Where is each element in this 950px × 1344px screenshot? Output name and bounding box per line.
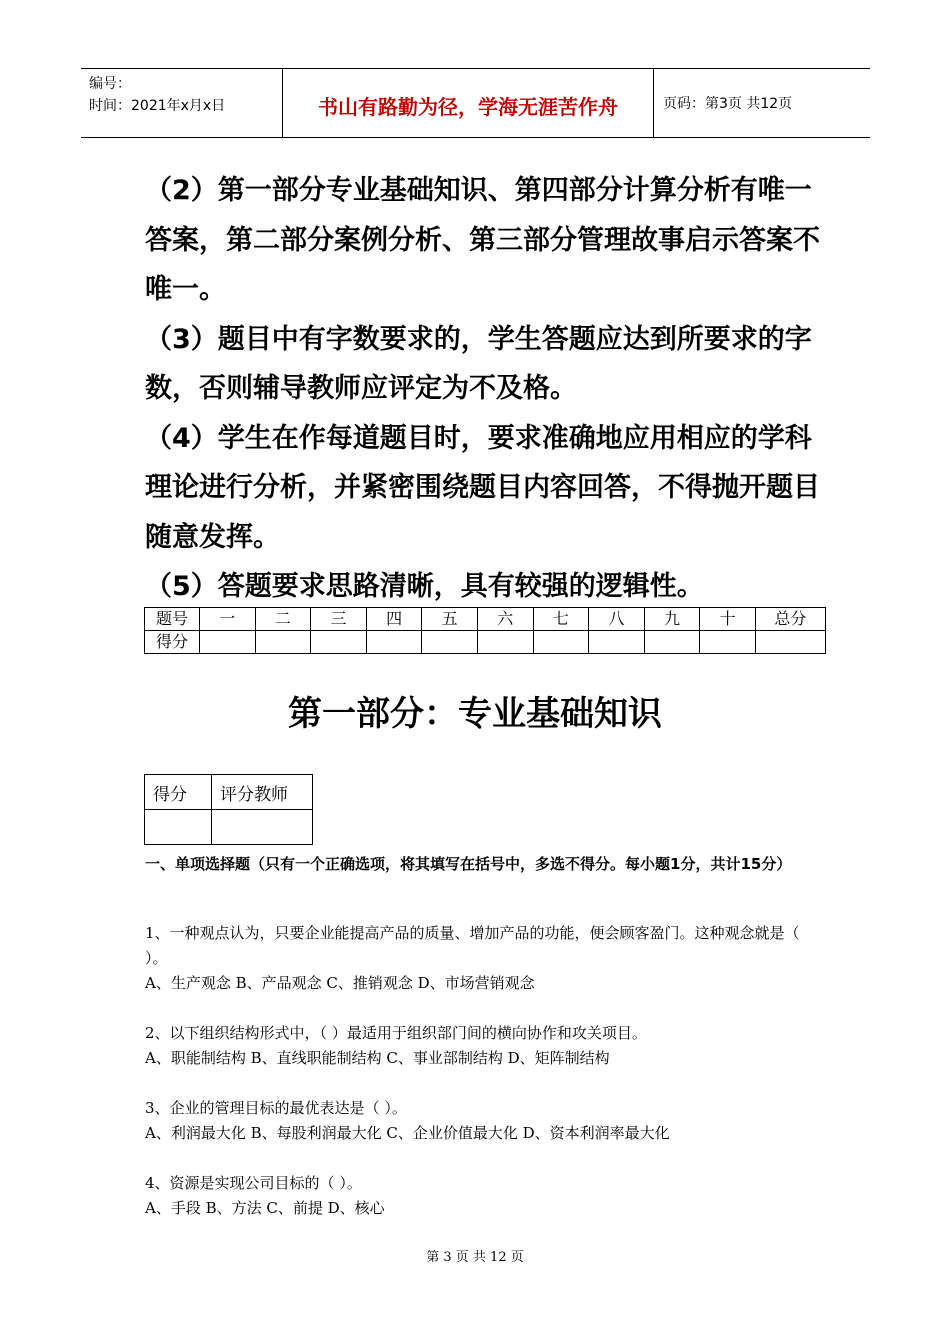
score-header-cell: 六 xyxy=(477,608,533,631)
instruction-item: （3）题目中有字数要求的，学生答题应达到所要求的字数，否则辅导教师应评定为不及格。 xyxy=(145,323,812,404)
question-options: A、生产观念 B、产品观念 C、推销观念 D、市场营销观念 xyxy=(145,974,535,992)
score-header-cell: 九 xyxy=(644,608,700,631)
header-meta xyxy=(89,73,225,117)
page-header xyxy=(81,68,870,138)
score-header-cell: 十 xyxy=(700,608,756,631)
score-header-cell: 一 xyxy=(200,608,256,631)
score-cell[interactable] xyxy=(533,631,589,654)
score-header-cell: 五 xyxy=(422,608,478,631)
header-divider xyxy=(653,69,654,137)
score-cell[interactable] xyxy=(255,631,311,654)
question-item xyxy=(145,1096,825,1146)
score-cell[interactable] xyxy=(422,631,478,654)
number-label: 编号： xyxy=(89,76,131,92)
page-footer: 第 3 页 共 12 页 xyxy=(426,1250,524,1265)
header-motto: 书山有路勤为径，学海无涯苦作舟 xyxy=(318,95,618,119)
header-page-info: 页码：第3页 共12页 xyxy=(663,96,793,112)
score-table xyxy=(144,607,826,654)
score-header-cell: 题号 xyxy=(145,608,200,631)
question-text: 4、资源是实现公司目标的（ ）。 xyxy=(145,1174,362,1192)
question-item xyxy=(145,1021,825,1071)
grader-score-label: 得分 xyxy=(145,775,212,810)
question-item xyxy=(145,921,825,996)
question-text: 1、一种观点认为，只要企业能提高产品的质量、增加产品的功能，便会顾客盈门。这种观念就是（ ）。 xyxy=(145,924,800,967)
question-text: 2、以下组织结构形式中，（ ）最适用于组织部门间的横向协作和攻关项目。 xyxy=(145,1024,647,1042)
score-row-label: 得分 xyxy=(145,631,200,654)
question-options: A、职能制结构 B、直线职能制结构 C、事业部制结构 D、矩阵制结构 xyxy=(145,1049,610,1067)
grader-score-cell[interactable] xyxy=(145,810,212,845)
question-options: A、利润最大化 B、每股利润最大化 C、企业价值最大化 D、资本利润率最大化 xyxy=(145,1124,670,1142)
score-header-cell: 七 xyxy=(533,608,589,631)
score-header-cell: 四 xyxy=(366,608,422,631)
instruction-item: （5）答题要求思路清晰，具有较强的逻辑性。 xyxy=(145,571,704,602)
score-cell[interactable] xyxy=(311,631,367,654)
grader-table xyxy=(144,774,313,845)
time-label: 时间：2021年x月x日 xyxy=(89,98,226,114)
score-cell[interactable] xyxy=(477,631,533,654)
score-header-cell: 八 xyxy=(589,608,645,631)
instruction-item: （2）第一部分专业基础知识、第四部分计算分析有唯一答案，第二部分案例分析、第三部分管理故事启示答案不唯一。 xyxy=(145,175,820,305)
score-table-header-row xyxy=(145,608,826,631)
score-cell[interactable] xyxy=(366,631,422,654)
score-header-cell: 总分 xyxy=(755,608,825,631)
grader-teacher-label: 评分教师 xyxy=(212,775,313,810)
score-cell[interactable] xyxy=(700,631,756,654)
instruction-item: （4）学生在作每道题目时，要求准确地应用相应的学科理论进行分析，并紧密围绕题目内容回答，不得抛开题目随意发挥。 xyxy=(145,422,820,553)
score-header-cell: 二 xyxy=(255,608,311,631)
score-header-cell: 三 xyxy=(311,608,367,631)
question-item xyxy=(145,1171,825,1221)
score-cell[interactable] xyxy=(644,631,700,654)
section-heading: 一、单项选择题（只有一个正确选项，将其填写在括号中，多选不得分。每小题1分，共计15分） xyxy=(145,855,792,873)
score-cell[interactable] xyxy=(589,631,645,654)
score-table-score-row xyxy=(145,631,826,654)
grader-teacher-cell[interactable] xyxy=(212,810,313,845)
instructions xyxy=(145,166,825,612)
question-text: 3、企业的管理目标的最优表达是（ ）。 xyxy=(145,1099,407,1117)
part-title: 第一部分：专业基础知识 xyxy=(288,694,662,734)
score-cell[interactable] xyxy=(200,631,256,654)
score-cell[interactable] xyxy=(755,631,825,654)
question-list xyxy=(145,921,825,1246)
question-options: A、手段 B、方法 C、前提 D、核心 xyxy=(145,1199,385,1217)
